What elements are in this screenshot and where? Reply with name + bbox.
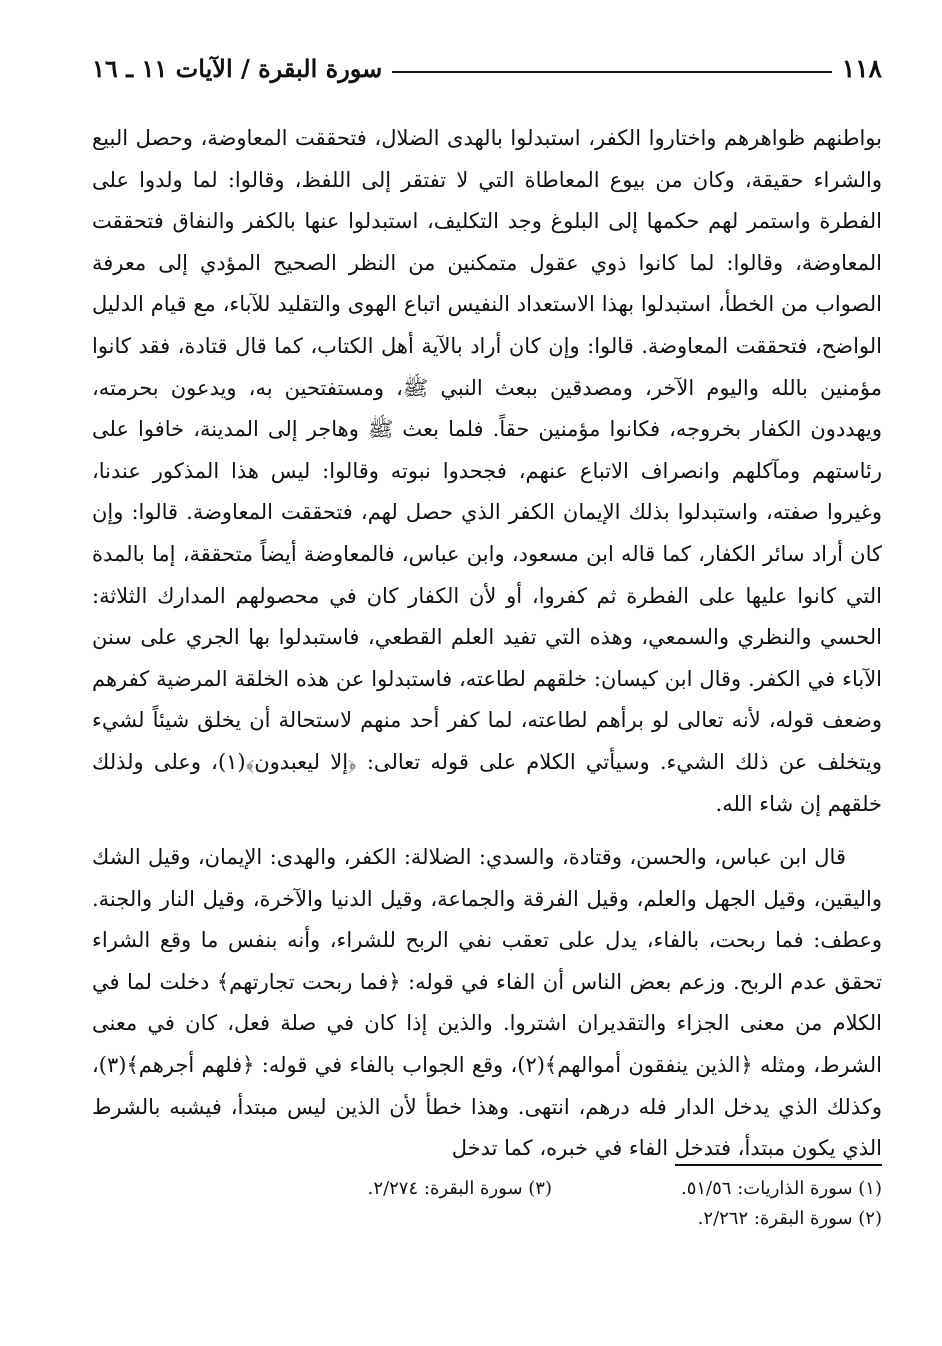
header-rule (392, 71, 831, 73)
paragraph-1: بواطنهم ظواهرهم واختاروا الكفر، استبدلوا بالهدى الضلال، فتحققت المعاوضة، وحصل البيع والشراء حقيقة، وكان من بيوع المعاطاة التي لا تفتقر إلى اللفظ، وقالوا: لما ولدوا على الفطرة واستمر لهم حكمها إلى البلوغ وجد التكليف، استبدلوا عنها بالكفر والنفاق فتحققت المعاوضة، وقالوا: لما كانوا ذوي عقول متمكنين من النظر الصحيح المؤدي إلى معرفة الصواب من الخطأ، استبدلوا بهذا الاستعداد النفيس اتباع الهوى والتقليد للآباء، مع قيام الدليل الواضح، فتحققت المعاوضة. قالوا: وإن كان أراد بالآية أهل الكتاب، كما قال قتادة، فقد كانوا مؤمنين بالله واليوم الآخر، ومصدقين ببعث النبي ﷺ، ومستفتحين به، ويدعون بحرمته، ويهددون الكفار بخروجه، فكانوا مؤمنين حقاً. فلما بعث ﷺ وهاجر إلى المدينة، خافوا على رئاستهم ومآكلهم وانصراف الاتباع عنهم، فجحدوا نبوته وقالوا: ليس هذا المذكور عندنا، وغيروا صفته، واستبدلوا بذلك الإيمان الكفر الذي حصل لهم، فتحققت المعاوضة. قالوا: وإن كان أراد سائر الكفار، كما قاله ابن مسعود، وابن عباس، فالمعاوضة أيضاً متحققة، إما بالمدة التي كانوا عليها على الفطرة ثم كفروا، أو لأن الكفار كان في محصولهم المدارك الثلاثة: الحسي والنظري والسمعي، وهذه التي تفيد العلم القطعي، فاستبدلوا بها الجري على سنن الآباء في الكفر. وقال ابن كيسان: خلقهم لطاعته، فاستبدلوا عن هذه الخلقة المرضية كفرهم وضعف قوله، لأنه تعالى لو برأهم لطاعته، لما كفر أحد منهم لاستحالة أن يخلق شيئاً لشيء ويتخلف عن ذلك الشيء. وسيأتي الكلام على قوله تعالى: ﴿إلا ليعبدون﴾(١)، وعلى ولذلك خلقهم إن شاء الله. (92, 126, 883, 816)
footnote-3: (٣) سورة البقرة: ٢/٢٧٤. (367, 1178, 552, 1199)
footnote-separator (675, 1164, 882, 1166)
running-title: سورة البقرة / الآيات ١١ ـ ١٦ (92, 53, 383, 83)
footnote-row (92, 1174, 882, 1204)
footnote-row (92, 1204, 882, 1234)
paragraph-2: قال ابن عباس، والحسن، وقتادة، والسدي: الضلالة: الكفر، والهدى: الإيمان، وقيل الشك واليقين، وقيل الجهل والعلم، وقيل الفرقة والجماعة، وقيل الدنيا والآخرة، وقيل النار والجنة. وعطف: فما ربحت، بالفاء، يدل على تعقب نفي الربح للشراء، وأنه بنفس ما وقع الشراء تحقق عدم الربح. وزعم بعض الناس أن الفاء في قوله: ﴿فما ربحت تجارتهم﴾ دخلت لما في الكلام من معنى الجزاء والتقديران اشتروا. والذين إذا كان في صلة فعل، كان في معنى الشرط، ومثله ﴿الذين ينفقون أموالهم﴾(٢)، وقع الجواب بالفاء في قوله: ﴿فلهم أجرهم﴾(٣)، وكذلك الذي يدخل الدار فله درهم، انتهى. وهذا خطأ لأن الذين ليس مبتدأ، فيشبه بالشرط الذي يكون مبتدأ، فتدخل الفاء في خبره، كما تدخل (92, 845, 882, 1161)
footnote-2: (٢) سورة البقرة: ٢/٢٦٢. (697, 1208, 882, 1229)
footnote-1: (١) سورة الذاريات: ٥١/٥٦. (680, 1178, 882, 1199)
footnotes (92, 1174, 882, 1234)
page-header (92, 46, 882, 90)
main-text (92, 118, 882, 1170)
page-number: ١١٨ (841, 53, 882, 83)
